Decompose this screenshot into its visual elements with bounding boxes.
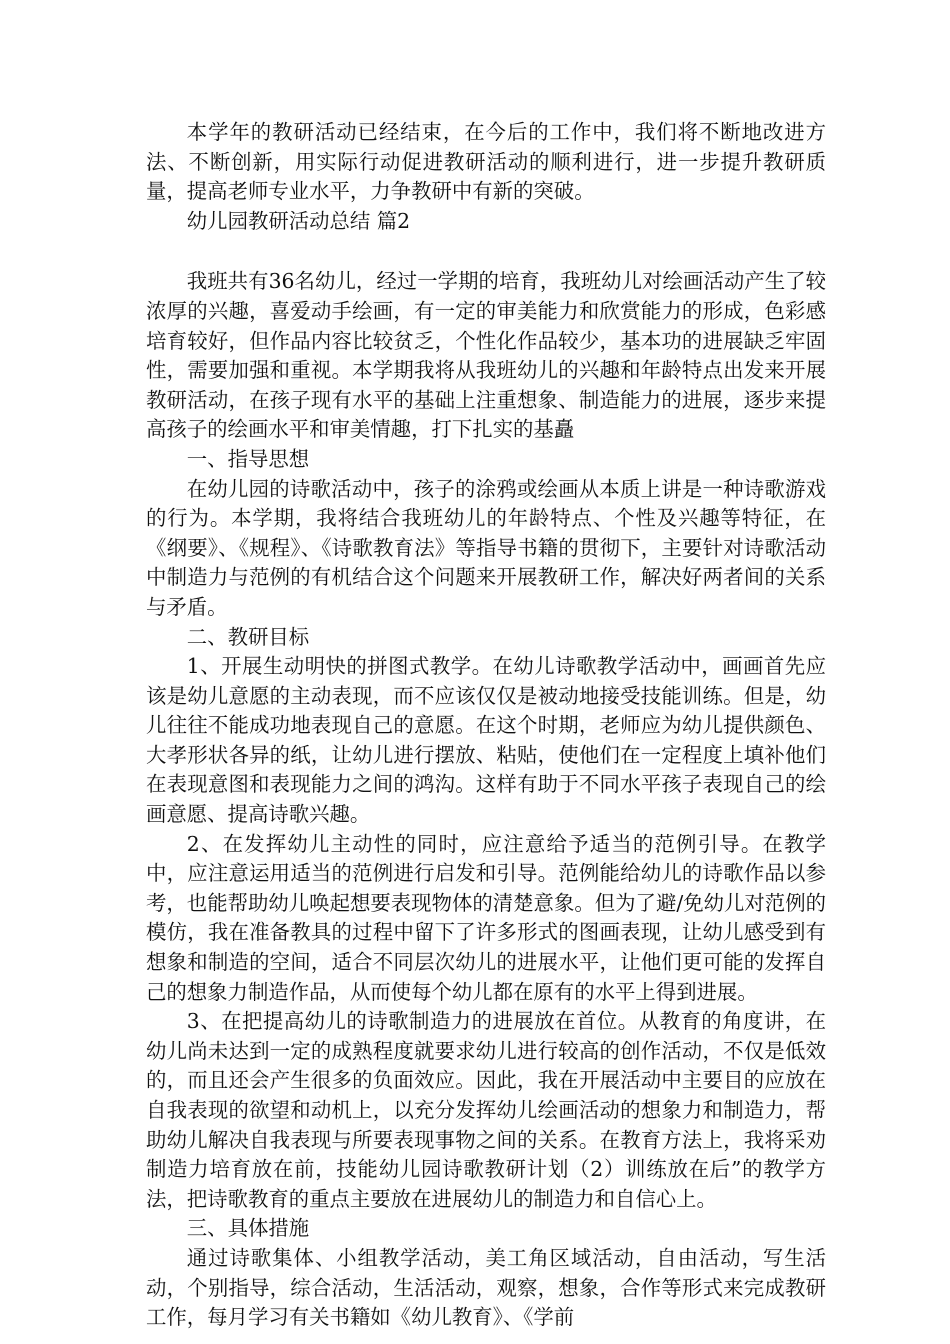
heading-specific-measures: 三、具体措施	[186, 1216, 310, 1241]
intro-paragraph: 本学年的教研活动已经结束，在今后的工作中，我们将不断地改进方法、不断创新，用实际行动促进教研活动的顺利进行，进一步提升教研质量，提高老师专业水平，力争教研中有新的突破。	[146, 120, 826, 204]
section-title: 幼儿园教研活动总结 篇2	[186, 208, 411, 233]
heading-guiding-thought: 一、指导思想	[186, 446, 310, 471]
heading-research-goals: 二、教研目标	[186, 624, 310, 649]
measures-paragraph: 通过诗歌集体、小组教学活动，美工角区域活动，自由活动，写生活动，个别指导，综合活动，生活活动，观察，想象，合作等形式来完成教研工作，每月学习有关书籍如《幼儿教育》、《学前	[146, 1245, 826, 1330]
document-page	[146, 118, 826, 1333]
blank-line	[146, 236, 826, 267]
class-overview-paragraph: 我班共有36名幼儿，经过一学期的培育，我班幼儿对绘画活动产生了较浓厚的兴趣，喜爱动手绘画，有一定的审美能力和欣赏能力的形成，色彩感培育较好，但作品内容比较贫乏，个性化作品较少，基本功的进展缺乏牢固性，需要加强和重视。本学期我将从我班幼儿的兴趣和年龄特点出发来开展教研活动，在孩子现有水平的基础上注重想象、制造能力的进展，逐步来提高孩子的绘画水平和审美情趣，打下扎实的基矗	[146, 269, 826, 442]
goal-1-paragraph: 1、开展生动明快的拼图式教学。在幼儿诗歌教学活动中，画画首先应该是幼儿意愿的主动表现，而不应该仅仅是被动地接受技能训练。但是，幼儿往往不能成功地表现自己的意愿。在这个时期，老师应为幼儿提供颜色、大孝形状各异的纸，让幼儿进行摆放、粘贴，使他们在一定程度上填补他们在表现意图和表现能力之间的鸿沟。这样有助于不同水平孩子表现自己的绘画意愿、提高诗歌兴趣。	[146, 654, 826, 827]
goal-2-paragraph: 2、在发挥幼儿主动性的同时，应注意给予适当的范例引导。在教学中，应注意运用适当的范例进行启发和引导。范例能给幼儿的诗歌作品以参考，也能帮助幼儿唤起想要表现物体的清楚意象。但为了避/免幼儿对范例的模仿，我在准备教具的过程中留下了许多形式的图画表现，让幼儿感受到有想象和制造的空间，适合不同层次幼儿的进展水平，让他们更可能的发挥自己的想象力制造作品，从而使每个幼儿都在原有的水平上得到进展。	[146, 831, 826, 1004]
goal-3-paragraph: 3、在把提高幼儿的诗歌制造力的进展放在首位。从教育的角度讲，在幼儿尚未达到一定的成熟程度就要求幼儿进行较高的创作活动，不仅是低效的，而且还会产生很多的负面效应。因此，我在开展活动中主要目的应放在自我表现的欲望和动机上，以充分发挥幼儿绘画活动的想象力和制造力，帮助幼儿解决自我表现与所要表现事物之间的关系。在教育方法上，我将采劝制造力培育放在前，技能幼儿园诗歌教研计划（2）训练放在后”的教学方法，把诗歌教育的重点主要放在进展幼儿的制造力和自信心上。	[146, 1009, 826, 1211]
guiding-thought-paragraph: 在幼儿园的诗歌活动中，孩子的涂鸦或绘画从本质上讲是一种诗歌游戏的行为。本学期，我将结合我班幼儿的年龄特点、个性及兴趣等特征，在《纲要》、《规程》、《诗歌教育法》等指导书籍的贯彻下，主要针对诗歌活动中制造力与范例的有机结合这个问题来开展教研工作，解决好两者间的关系与矛盾。	[146, 476, 826, 619]
